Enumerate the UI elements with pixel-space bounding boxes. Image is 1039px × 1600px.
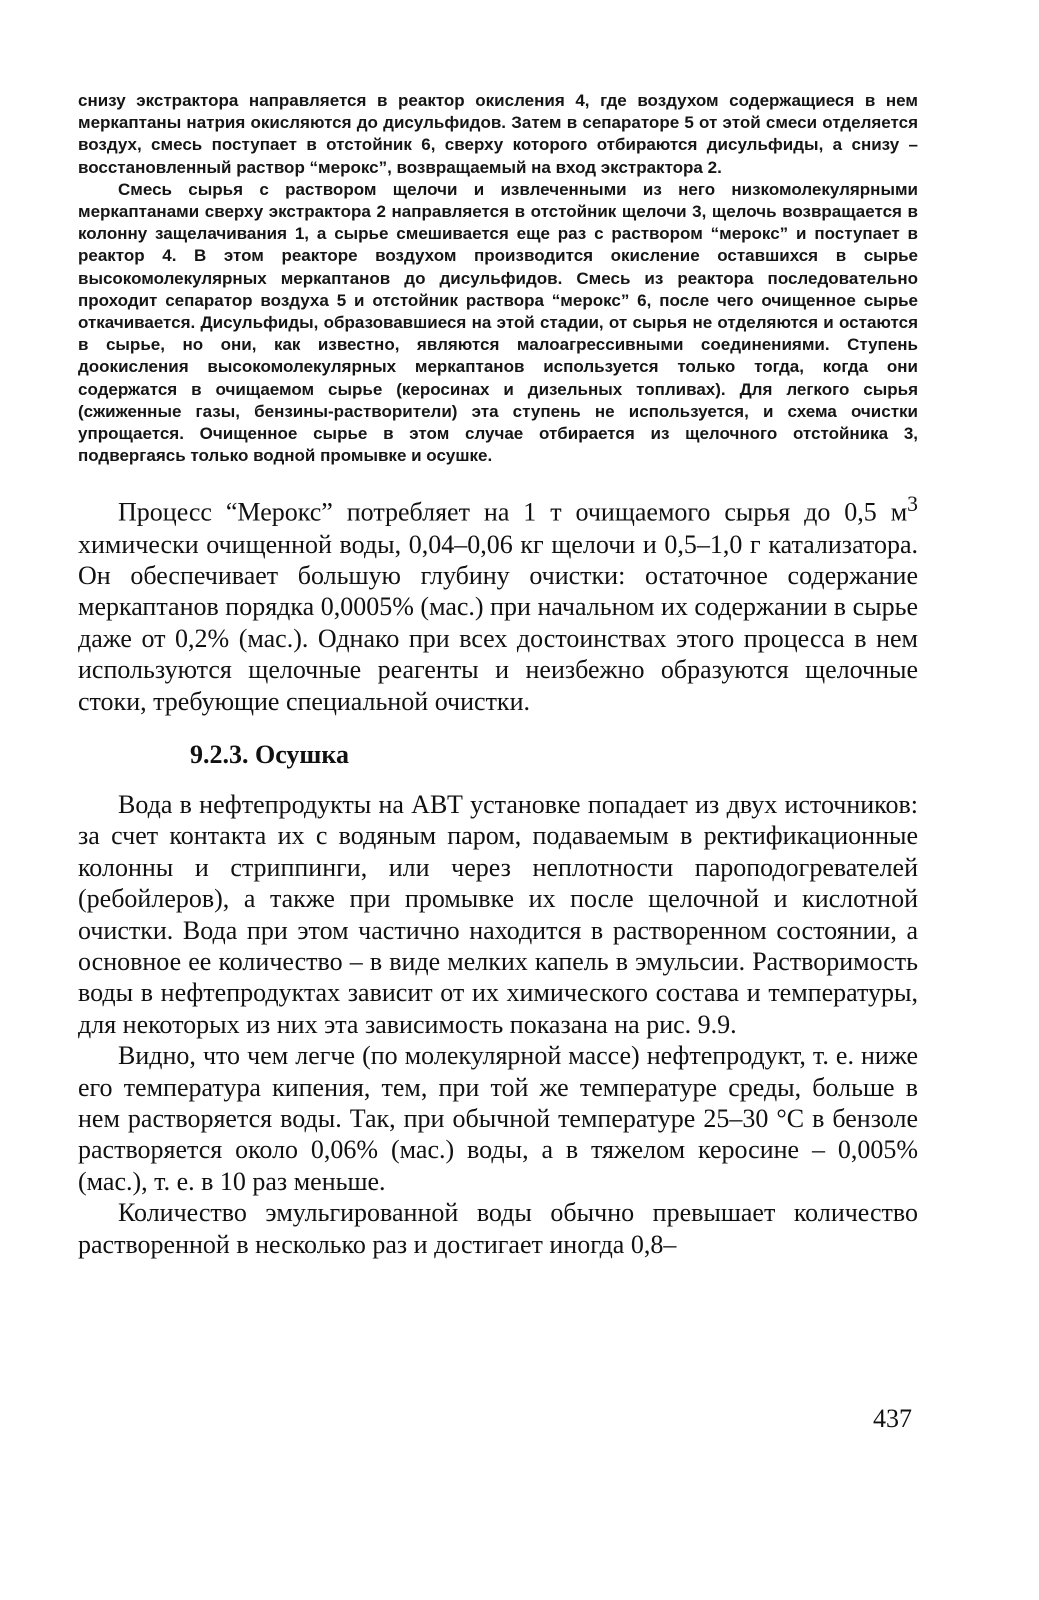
spacer — [78, 717, 918, 739]
merox-text-end: химически очищенной воды, 0,04–0,06 кг щелочи и 0,5–1,0 г катализатора. Он обеспечивает большую глубину очистки: остаточное содержание меркаптанов порядка 0,0005% (мас.) при начальном их содержании в сырье даже от 0,2% (мас.). Однако при всех достоинствах этого процесса в нем используются щелочные реагенты и неизбежно образуются щелочные стоки, требующие специальной очистки. — [78, 529, 918, 716]
merox-text-start: Процесс “Мерокс” потребляет на 1 т очищаемого сырья до 0,5 м — [118, 498, 908, 528]
paragraph-large-1: Вода в нефтепродукты на АВТ установке попадает из двух источников: за счет контакта их с водяным паром, подаваемым в ректификационные колонны и стриппинги, или через неплотности пароподогревателей (ребойлеров), а также при промывке их после щелочной и кислотной очистки. Вода при этом частично находится в растворенном состоянии, а основное ее количество – в виде мелких капель в эмульсии. Растворимость воды в нефтепродуктах зависит от их химического состава и температуры, для некоторых из них эта зависимость показана на рис. 9.9. — [78, 789, 918, 1039]
page-body — [78, 90, 918, 1260]
paragraph-small-2: Смесь сырья с раствором щелочи и извлеченными из него низкомолекулярными меркаптанами сверху экстрактора 2 направляется в отстойник щелочи 3, щелочь возвращается в колонну защелачивания 1, а сырье смешивается еще раз с раствором “мерокс” и поступает в реактор 4. В этом реакторе воздухом производится окисление оставшихся в сырье высокомолекулярных меркаптанов до дисульфидов. Смесь из реактора последовательно проходит сепаратор воздуха 5 и отстойник раствора “мерокс” 6, после чего очищенное сырье откачивается. Дисульфиды, образовавшиеся на этой стадии, от сырья не отделяются и остаются в сырье, но они, как известно, являются малоагрессивными соединениями. Ступень доокисления высокомолекулярных меркаптанов используется только тогда, когда они содержатся в очищаемом сырье (керосинах и дизельных топливах). Для легкого сырья (сжиженные газы, бензины-растворители) эта ступень не используется, и схема очистки упрощается. Очищенное сырье в этом случае отбирается из щелочного отстойника 3, подвергаясь только водной промывке и осушке. — [78, 179, 918, 466]
paragraph-merox-consumption — [78, 489, 918, 717]
paragraph-large-3: Количество эмульгированной воды обычно превышает количество растворенной в несколько раз и достигает иногда 0,8– — [78, 1198, 918, 1259]
spacer — [78, 467, 918, 489]
section-heading: 9.2.3. Осушка — [190, 739, 349, 769]
page-number: 437 — [873, 1404, 912, 1433]
paragraph-small-1: снизу экстрактора направляется в реактор окисления 4, где воздухом содержащиеся в нем меркаптаны натрия окисляются до дисульфидов. Затем в сепараторе 5 от этой смеси отделяется воздух, смесь поступает в отстойник 6, сверху которого отбираются дисульфиды, а снизу – восстановленный раствор “мерокс”, возвращаемый на вход экстрактора 2. — [78, 91, 918, 177]
paragraph-large-2: Видно, что чем легче (по молекулярной массе) нефтепродукт, т. е. ниже его температура кипения, тем, при той же температуре среды, больше в нем растворяется воды. Так, при обычной температуре 25–30 °С в бензоле растворяется около 0,06% (мас.) воды, а в тяжелом керосине – 0,005% (мас.), т. е. в 10 раз меньше. — [78, 1041, 918, 1196]
cubic-superscript: 3 — [907, 492, 918, 517]
